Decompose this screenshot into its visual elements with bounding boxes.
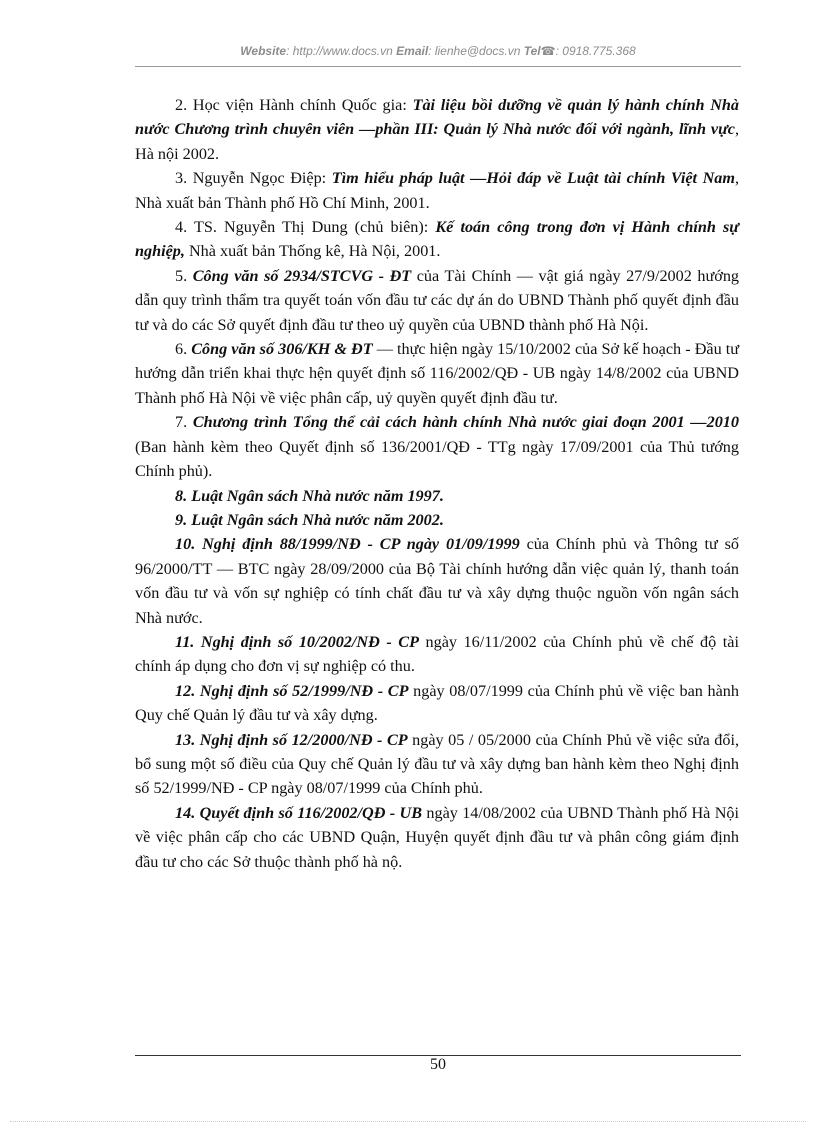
- reference-item: [135, 93, 739, 166]
- tel-value: ☎: 0918.775.368: [540, 44, 636, 58]
- email-label: Email: [396, 44, 429, 58]
- page-number: 50: [430, 1056, 446, 1073]
- ref-author: Học viện Hành chính Quốc gia:: [192, 96, 413, 114]
- ref-number: 2.: [175, 96, 193, 114]
- ref-title: Tài liệu bồi dưỡng về quản lý hành chính Nhà nước Chương trình chuyên viên —phần III: Quản lý Nhà nước đối với ngành, lĩnh vực: [135, 96, 740, 139]
- ref-rest: của Tài Chính — vật giá ngày 27/9/2002 hướng dẫn quy trình thẩm tra quyết toán vốn đầu tư các dự án do UBND Thành phố quyết định đầu tư và do các Sở quyết định đầu tư theo uỷ quyền của UBND thành phố Hà Nội.: [135, 266, 740, 334]
- reference-item: [135, 337, 739, 410]
- ref-number: 5.: [175, 266, 193, 285]
- ref-title: 13. Nghị định số 12/2000/NĐ - CP: [175, 730, 408, 749]
- website-value: : http://www.docs.vn: [286, 44, 393, 58]
- reference-item: [135, 532, 739, 630]
- ref-title: 9. Luật Ngân sách Nhà nước năm 2002.: [175, 510, 444, 529]
- ref-title: 10. Nghị định 88/1999/NĐ - CP ngày 01/09/1999: [175, 535, 520, 554]
- ref-author: Nguyễn Ngọc Điệp:: [192, 169, 332, 188]
- ref-rest: (Ban hành kèm theo Quyết định số 136/2001/QĐ - TTg ngày 17/09/2001 của Thủ tướng Chính phủ).: [135, 437, 739, 481]
- ref-number: 3.: [175, 169, 193, 188]
- ref-number: 7.: [175, 413, 193, 432]
- ref-title: Tìm hiểu pháp luật —Hỏi đáp về Luật tài chính Việt Nam: [331, 169, 735, 188]
- reference-item: [135, 679, 739, 728]
- ref-title: Công văn số 2934/STCVG - ĐT: [192, 266, 412, 285]
- reference-item: [135, 410, 739, 483]
- ref-rest: — thực hiện ngày 15/10/2002 của Sở kế hoạch - Đầu tư hướng dẫn triển khai thực hện quyết định số 116/2002/QĐ - UB ngày 14/8/2002 của UBND Thành phố Hà Nội về việc phân cấp, uỷ quyền quyết định đầu tư.: [135, 340, 740, 407]
- reference-item: [135, 630, 739, 679]
- ref-author: TS. Nguyễn Thị Dung (chủ biên):: [193, 218, 436, 237]
- tel-label: Tel: [523, 44, 541, 58]
- reference-item: [135, 215, 739, 264]
- ref-number: 4.: [175, 218, 194, 237]
- ref-title: 11. Nghị định số 10/2002/NĐ - CP: [175, 632, 419, 651]
- ref-title: Công văn số 306/KH & ĐT: [191, 340, 373, 359]
- ref-rest: ngày 08/07/1999 của Chính phủ về việc ban hành Quy chế Quản lý đầu tư và xây dựng.: [135, 681, 739, 725]
- ref-rest: ngày 05 / 05/2000 của Chính Phủ về việc sửa đổi, bổ sung một số điều của Quy chế Quản lý đầu tư và xây dựng ban hành kèm theo Nghị định số 52/1999/NĐ - CP ngày 08/07/1999 của Chính phủ.: [135, 730, 740, 798]
- reference-item: [135, 166, 739, 215]
- reference-item: [135, 728, 739, 801]
- ref-title: 12. Nghị định số 52/1999/NĐ - CP: [175, 681, 409, 700]
- header-rule: [135, 66, 741, 67]
- email-value: : lienhe@docs.vn: [428, 44, 521, 58]
- reference-item: [135, 801, 739, 874]
- reference-item: [135, 508, 739, 532]
- ref-rest: , Nhà xuất bản Thành phố Hồ Chí Minh, 2001.: [135, 169, 740, 212]
- reference-item: [135, 264, 739, 337]
- ref-rest: ngày 16/11/2002 của Chính phủ về chế độ tài chính áp dụng cho đơn vị sự nghiệp có thu.: [135, 632, 739, 676]
- ref-title: 14. Quyết định số 116/2002/QĐ - UB: [175, 803, 423, 822]
- ref-title: Chương trình Tổng thể cải cách hành chính Nhà nước giai đoạn 2001 —2010: [192, 413, 739, 432]
- ref-rest: , Hà nội 2002.: [135, 120, 739, 163]
- ref-rest: của Chính phủ và Thông tư số 96/2000/TT — BTC ngày 28/09/2000 của Bộ Tài chính hướng dẫn việc quản lý, thanh toán vốn đầu tư và vốn sự nghiệp có tính chất đầu tư và xây dựng thuộc nguồn vốn ngân sách Nhà nước.: [135, 535, 739, 627]
- page-header: [135, 44, 741, 58]
- ref-title: Kế toán công trong đơn vị Hành chính sự nghiệp,: [135, 218, 739, 261]
- reference-list: [135, 93, 739, 874]
- website-label: Website: [240, 44, 287, 58]
- reference-item: [135, 484, 739, 508]
- ref-rest: ngày 14/08/2002 của UBND Thành phố Hà Nội về việc phân cấp cho các UBND Quận, Huyện quyết định đầu tư và phân công giám định đầu tư cho các Sở thuộc thành phố hà nộ.: [135, 803, 739, 871]
- ref-number: 6.: [175, 340, 192, 359]
- page-bottom-divider: [10, 1121, 806, 1122]
- ref-title: 8. Luật Ngân sách Nhà nước năm 1997.: [175, 486, 444, 505]
- ref-rest: Nhà xuất bản Thống kê, Hà Nội, 2001.: [184, 242, 441, 261]
